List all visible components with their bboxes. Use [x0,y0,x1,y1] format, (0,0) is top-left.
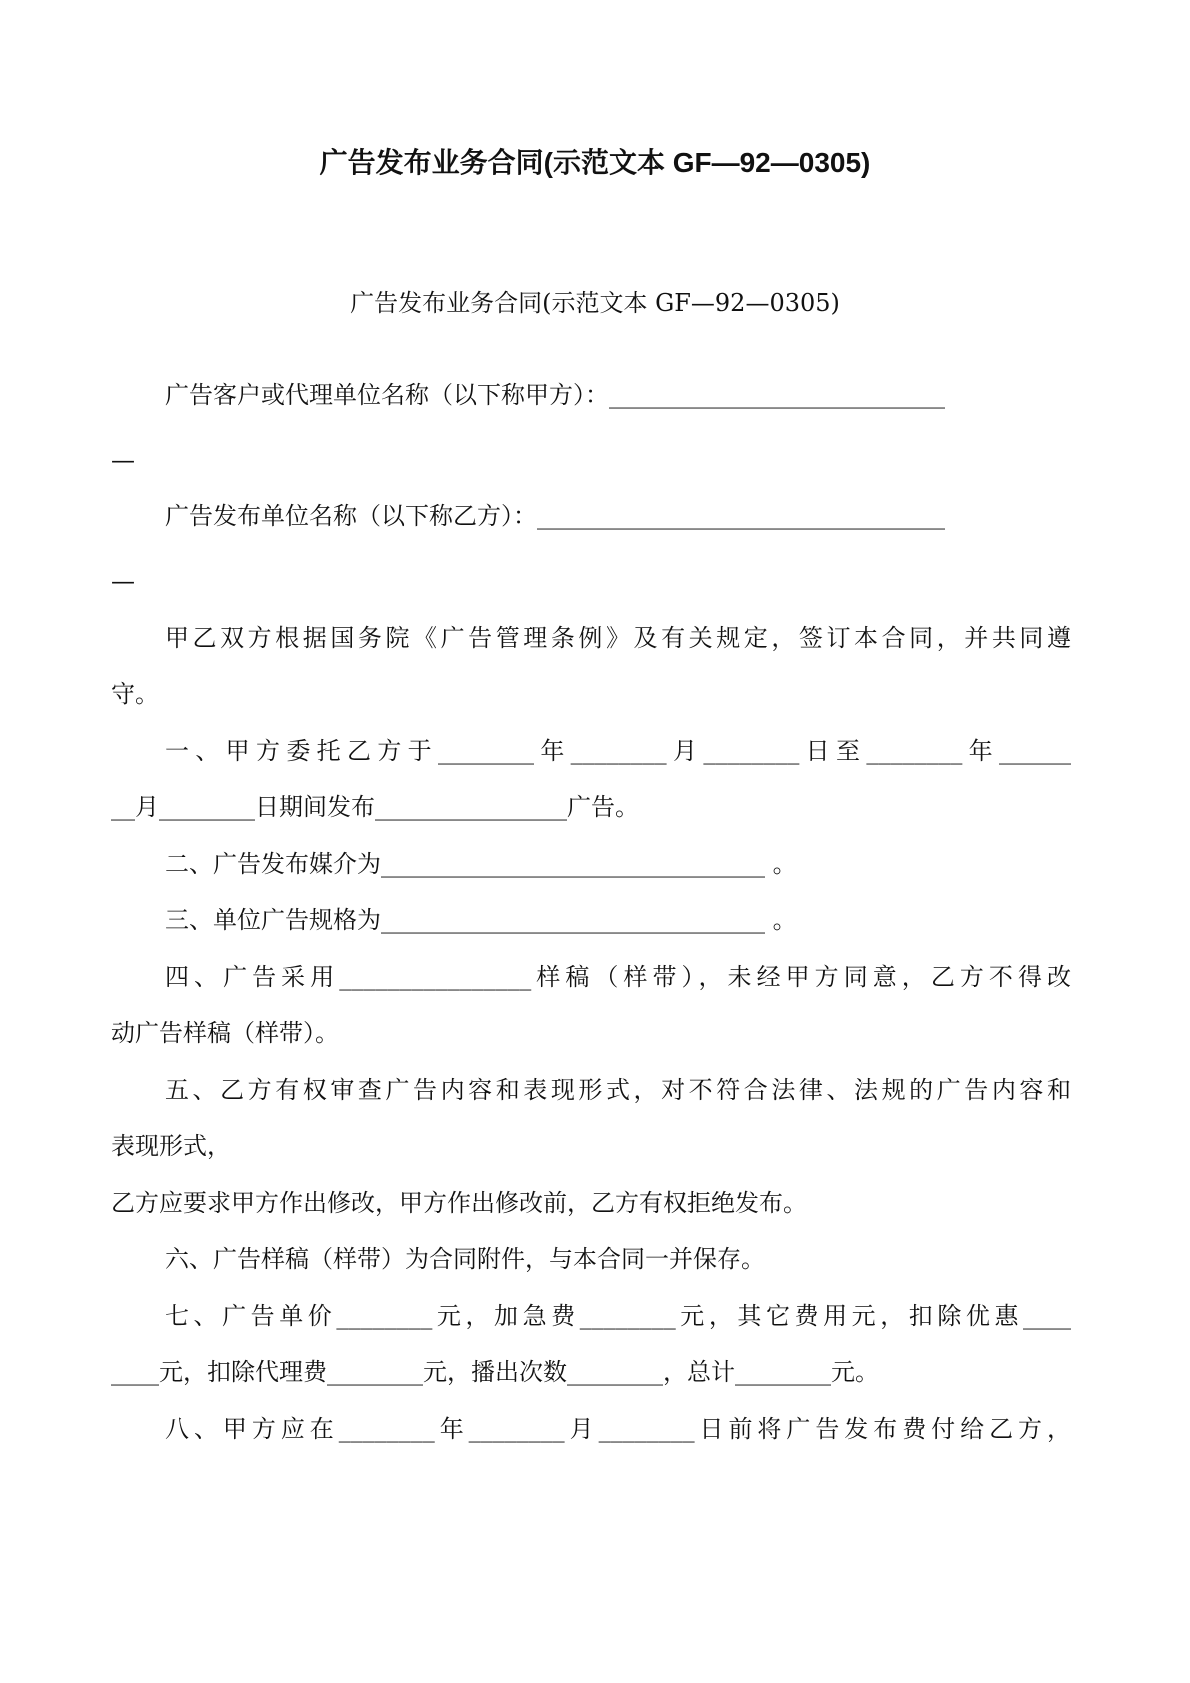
clause-1-line-2: __月________日期间发布________________广告。 [111,793,639,821]
document-subtitle: 广告发布业务合同(示范文本 GF—92—0305) [350,289,840,317]
clause-5-line-2: 表现形式， [111,1132,231,1160]
preamble-line-2: 守。 [111,680,159,708]
clause-4-line-1: 四、广告采用________________样稿（样带），未经甲方同意，乙方不得改 [165,963,1071,991]
clause-7-line-1: 七、广告单价________元，加急费________元，其它费用元，扣除优惠____ [165,1302,1071,1330]
party-b-name-line-continuation: — [111,567,135,595]
clause-8-line-1: 八、甲方应在________年________月________日前将广告发布费付给乙方， [165,1415,1071,1443]
clause-5-line-3: 乙方应要求甲方作出修改，甲方作出修改前，乙方有权拒绝发布。 [111,1189,807,1217]
clause-5-line-1: 五、乙方有权审查广告内容和表现形式，对不符合法律、法规的广告内容和 [165,1076,1071,1104]
clause-4-line-2: 动广告样稿（样带）。 [111,1019,339,1047]
party-a-name-line-continuation: — [111,446,135,474]
document-title: 广告发布业务合同(示范文本 GF—92—0305) [319,147,871,178]
clause-6: 六、广告样稿（样带）为合同附件，与本合同一并保存。 [165,1245,765,1273]
party-b-name-line: 广告发布单位名称（以下称乙方）：__________________________________ [165,502,945,530]
clause-1-line-1: 一、甲方委托乙方于________年________月________日至________年______ [165,737,1071,765]
clause-2: 二、广告发布媒介为________________________________ 。 [165,850,797,878]
clause-3: 三、单位广告规格为________________________________ 。 [165,906,797,934]
party-a-name-line: 广告客户或代理单位名称（以下称甲方）：____________________________ [165,381,945,409]
preamble-line-1: 甲乙双方根据国务院《广告管理条例》及有关规定，签订本合同，并共同遵 [165,624,1071,652]
clause-7-line-2: ____元，扣除代理费________元，播出次数________，总计________元。 [111,1358,879,1386]
